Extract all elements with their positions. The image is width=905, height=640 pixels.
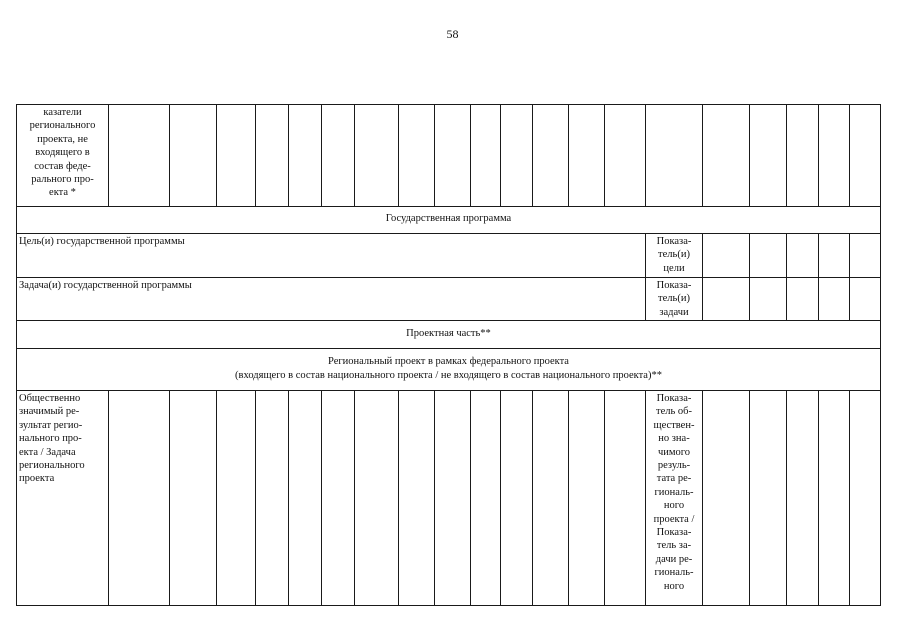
program-goal-indicator: Показа- тель(и) цели [656,236,692,274]
continuation-label-cell: казатели регионального проекта, не входящего в состав феде- рального про- екта * [29,107,96,199]
social-result-label: Общественно значимый ре- зультат регио- нального про- екта / Задача регионального проекта [19,393,85,485]
regional-project-header-line2: (входящего в состав национального проекта / не входящего в состав национального проекта)** [235,370,662,381]
state-program-header: Государственная программа [385,213,512,224]
project-part-header: Проектная часть** [406,328,491,339]
program-task-indicator: Показа- тель(и) задачи [656,280,692,318]
social-result-indicator: Показа- тель об- ществен- но зна- чимого резуль- тата ре- гиональ- ного проекта / Показа- тель за- дачи ре- гиональ- ного [653,393,695,592]
program-task-label: Задача(и) государственной программы [19,280,192,291]
page-number: 58 [446,27,459,41]
program-goal-label: Цель(и) государственной программы [19,236,185,247]
regional-project-header-line1: Региональный проект в рамках федерального проекта [328,356,569,367]
indicator-table [16,104,881,606]
